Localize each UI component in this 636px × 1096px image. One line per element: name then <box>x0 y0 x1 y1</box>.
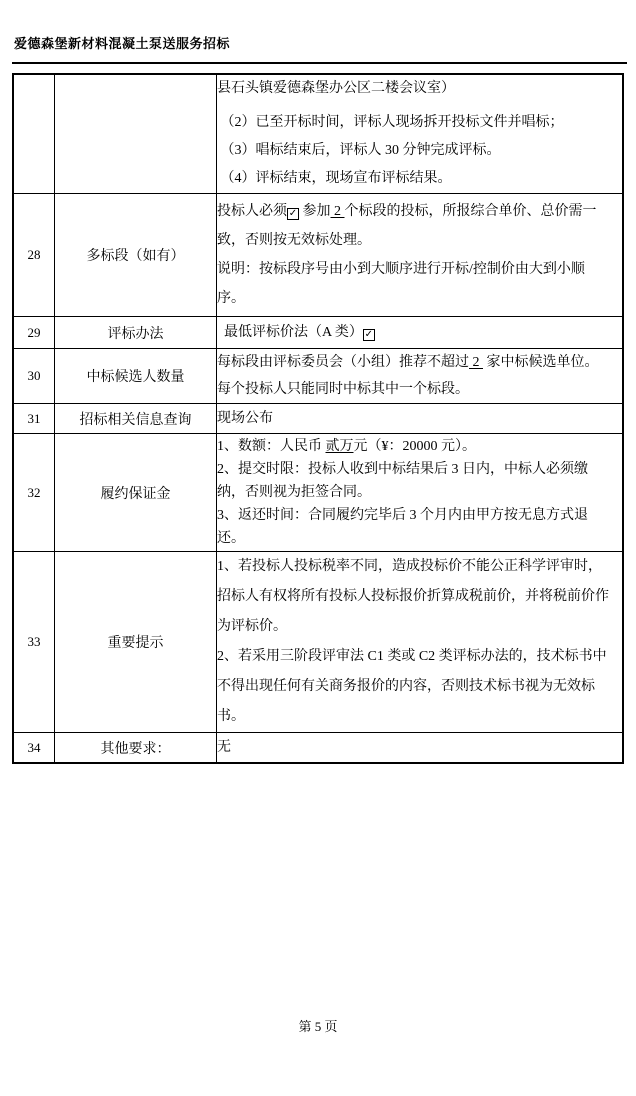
text-segment: 每标段由评标委员会（小组）推荐不超过 <box>217 355 469 370</box>
row-number-cell: 30 <box>13 349 55 404</box>
content-line <box>217 109 622 137</box>
content-line <box>217 612 622 642</box>
row-number-cell: 32 <box>13 434 55 552</box>
text-segment: 还。 <box>217 531 245 546</box>
content-line <box>217 318 622 347</box>
text-segment: 1、数额：人民币 <box>217 439 326 454</box>
text-segment: 县石头镇爱德森堡办公区二楼会议室） <box>217 81 455 96</box>
text-segment: 个标段的投标，所报综合单价、总价需一 <box>344 204 597 219</box>
row-number-cell <box>13 74 55 194</box>
text-segment: 每个投标人只能同时中标其中一个标段。 <box>217 382 469 397</box>
text-segment: 现场公布 <box>217 411 273 426</box>
row-label-cell <box>55 74 217 194</box>
row-label-cell: 其他要求： <box>55 733 217 764</box>
text-segment: 不得出现任何有关商务报价的内容，否则技术标书视为无效标 <box>217 679 595 694</box>
row-content-cell <box>217 552 624 733</box>
text-segment: 2 <box>330 204 345 219</box>
page-number: 第 5 页 <box>298 1019 338 1034</box>
content-line <box>217 642 622 672</box>
content-line <box>217 404 622 433</box>
content-line <box>217 702 622 732</box>
row-number-cell: 28 <box>13 194 55 317</box>
content-line <box>217 284 622 313</box>
text-segment: 无 <box>217 740 231 755</box>
text-segment: （4）评标结束，现场宣布评标结果。 <box>217 171 452 186</box>
content-line <box>217 582 622 612</box>
text-segment: 致，否则按无效标处理。 <box>217 233 371 248</box>
content-line <box>217 349 622 376</box>
text-segment: 家中标候选单位。 <box>483 355 599 370</box>
row-label-cell: 中标候选人数量 <box>55 349 217 404</box>
content-line <box>217 504 622 527</box>
table-row <box>13 194 623 317</box>
row-label-cell: 履约保证金 <box>55 434 217 552</box>
content-line <box>217 672 622 702</box>
content-line <box>217 733 622 762</box>
table-row <box>13 74 623 194</box>
content-line <box>217 552 622 582</box>
checkbox-checked-icon <box>287 208 299 220</box>
text-segment: （3）唱标结束后，评标人 30 分钟完成评标。 <box>217 143 501 158</box>
text-segment: 元（¥：20000 元）。 <box>353 439 476 454</box>
row-content-cell <box>217 349 624 404</box>
row-number-cell: 29 <box>13 317 55 349</box>
content-line <box>217 137 622 165</box>
row-content-cell <box>217 74 624 194</box>
text-segment: 2 <box>469 355 483 370</box>
row-content-cell <box>217 733 624 764</box>
header-rule <box>12 62 627 64</box>
row-label-cell: 评标办法 <box>55 317 217 349</box>
table-row <box>13 733 623 764</box>
content-line <box>217 435 622 458</box>
content-line <box>217 165 622 193</box>
row-content-cell <box>217 317 624 349</box>
content-line <box>217 226 622 255</box>
content-line <box>217 255 622 284</box>
text-segment: 参加 <box>299 204 331 219</box>
text-segment: 1、若投标人投标税率不同，造成投标价不能公正科学评审时， <box>217 559 602 574</box>
text-segment: 2、若采用三阶段评审法 C1 类或 C2 类评标办法的，技术标书中 <box>217 649 607 664</box>
row-label-cell: 招标相关信息查询 <box>55 404 217 434</box>
text-segment: （2）已至开标时间，评标人现场拆开投标文件并唱标； <box>217 115 564 130</box>
tender-table-body <box>13 74 623 763</box>
text-segment: 纳，否则视为拒签合同。 <box>217 485 371 500</box>
text-segment: 说明：按标段序号由小到大顺序进行开标/控制价由大到小顺 <box>217 262 585 277</box>
row-number-cell: 31 <box>13 404 55 434</box>
text-segment: 招标人有权将所有投标人投标报价折算成税前价，并将税前价作 <box>217 589 609 604</box>
document-title: 爱德森堡新材料混凝土泵送服务招标 <box>14 36 231 51</box>
text-segment: 为评标价。 <box>217 619 287 634</box>
table-row <box>13 349 623 404</box>
table-row <box>13 317 623 349</box>
text-segment: 贰万 <box>325 439 354 454</box>
row-label-cell: 多标段（如有） <box>55 194 217 317</box>
text-segment: 投标人必须 <box>217 204 287 219</box>
row-content-cell <box>217 404 624 434</box>
table-row <box>13 404 623 434</box>
text-segment: 最低评标价法（A 类） <box>217 325 363 340</box>
content-line <box>217 481 622 504</box>
content-line <box>217 376 622 403</box>
text-segment: 书。 <box>217 709 245 724</box>
row-label-cell: 重要提示 <box>55 552 217 733</box>
content-line <box>217 75 622 103</box>
row-content-cell <box>217 434 624 552</box>
text-segment: 序。 <box>217 291 245 306</box>
row-number-cell: 34 <box>13 733 55 764</box>
row-content-cell <box>217 194 624 317</box>
checkbox-checked-icon <box>363 329 375 341</box>
text-segment: 3、返还时间：合同履约完毕后 3 个月内由甲方按无息方式退 <box>217 508 588 523</box>
tender-info-table <box>12 73 624 764</box>
table-row <box>13 552 623 733</box>
row-number-cell: 33 <box>13 552 55 733</box>
text-segment: 2、提交时限：投标人收到中标结果后 3 日内，中标人必须缴 <box>217 462 588 477</box>
content-line <box>217 527 622 550</box>
table-row <box>13 434 623 552</box>
content-line <box>217 458 622 481</box>
content-line <box>217 197 622 226</box>
